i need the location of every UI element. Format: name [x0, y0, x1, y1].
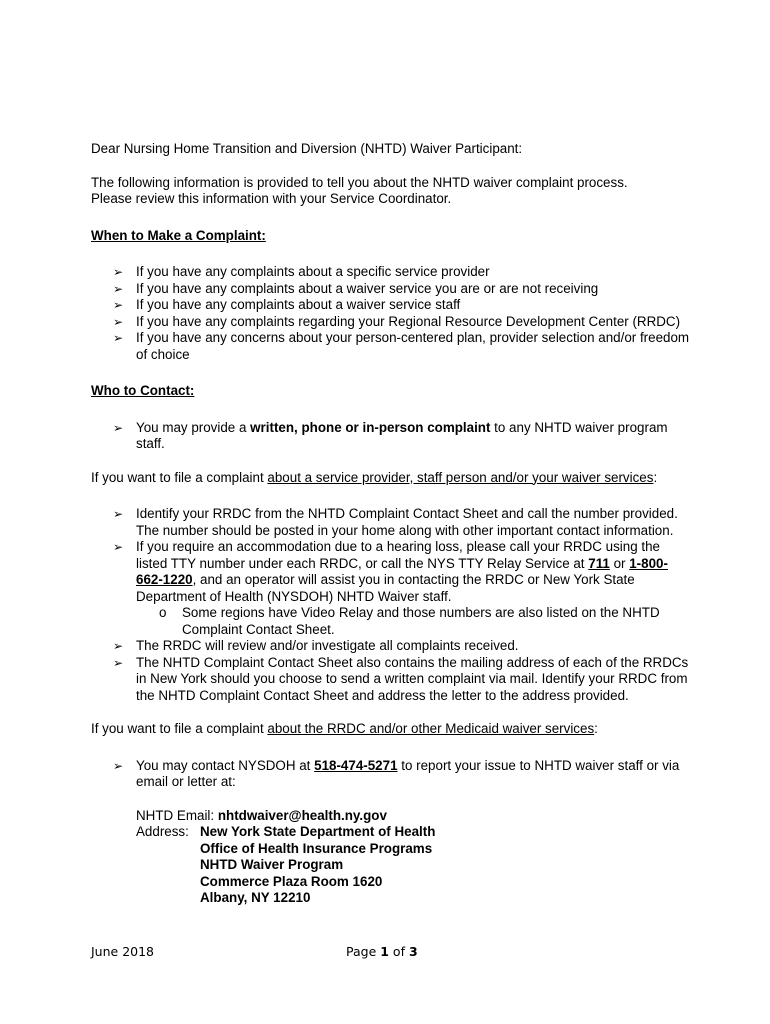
address-block: [136, 824, 691, 907]
address-line: Albany, NY 12210: [200, 890, 311, 905]
who-list: [91, 420, 691, 453]
nysdoh-phone: 518-474-5271: [314, 757, 398, 773]
address-line: NHTD Waiver Program: [200, 857, 344, 872]
contact-block: [91, 808, 691, 907]
letter-body: [91, 141, 691, 907]
arrow-bullet-icon: ➢: [113, 639, 124, 653]
page-number: Page 1 of 3: [346, 944, 418, 959]
footer-date: June 2018: [91, 944, 155, 959]
arrow-bullet-icon: ➢: [113, 331, 124, 345]
intro-line-2: Please review this information with your Service Coordinator.: [91, 191, 452, 206]
when-heading: When to Make a Complaint:: [91, 227, 266, 243]
arrow-bullet-icon: ➢: [113, 265, 124, 279]
email-address: nhtdwaiver@health.ny.gov: [217, 807, 387, 823]
arrow-bullet-icon: ➢: [113, 758, 124, 773]
arrow-bullet-icon: ➢: [113, 507, 124, 521]
sub-list: [91, 605, 691, 638]
arrow-bullet-icon: ➢: [113, 540, 124, 554]
who-heading: Who to Contact:: [91, 383, 195, 398]
arrow-bullet-icon: ➢: [113, 314, 124, 329]
arrow-bullet-icon: ➢: [113, 420, 124, 435]
list-item: ➢ If you have any complaints about a specific service provider: [113, 264, 490, 279]
arrow-bullet-icon: ➢: [113, 655, 124, 670]
list-item: ➢ Identify your RRDC from the NHTD Complaint Contact Sheet and call the number provided. The number should be posted in your home along with other important contact information.: [113, 506, 678, 538]
relay-phone: 1-800-662-1220: [136, 555, 668, 587]
greeting: Dear Nursing Home Transition and Diversion (NHTD) Waiver Participant:: [91, 141, 523, 156]
rrdc-list: [91, 758, 691, 791]
rrdc-intro: If you want to file a complaint about the RRDC and/or other Medicaid waiver services:: [91, 721, 598, 736]
list-item: ➢ You may contact NYSDOH at 518-474-5271 to report your issue to NHTD waiver staff or via email or letter at:: [113, 757, 680, 789]
intro-line-1: The following information is provided to tell you about the NHTD waiver complaint process.: [91, 174, 628, 190]
relay-number: 711: [588, 555, 610, 571]
list-item: ➢ If you have any complaints about a waiver service you are or are not receiving: [113, 280, 599, 296]
list-item: ➢ If you require an accommodation due to a hearing loss, please call your RRDC using the listed TTY number under each RRDC, or call the NYS TTY Relay Service at 711 or 1-800-662-1220, and an operator will assist you in contacting the RRDC or New York State Department of Health (NYSDOH) NHTD Waiver staff. o Some regions have Video Relay and those numbers are also listed on the NHTD Complaint Contact Sheet.: [91, 539, 691, 638]
arrow-bullet-icon: ➢: [113, 298, 124, 312]
address-line: Office of Health Insurance Programs: [200, 840, 433, 856]
list-item: ➢ You may provide a written, phone or in-person complaint to any NHTD waiver program staff.: [113, 419, 668, 451]
provider-intro: If you want to file a complaint about a service provider, staff person and/or your waiver services:: [91, 469, 658, 485]
list-item: ➢ If you have any complaints about a waiver service staff: [113, 297, 461, 312]
provider-list: [91, 506, 691, 704]
email-line: NHTD Email: nhtdwaiver@health.ny.gov: [136, 807, 387, 823]
circle-bullet-icon: o: [159, 605, 167, 620]
list-item: ➢ If you have any concerns about your person-centered plan, provider selection and/or freedom of choice: [113, 330, 690, 362]
list-item: ➢ If you have any complaints regarding your Regional Resource Development Center (RRDC): [113, 313, 681, 329]
address-label: Address:: [136, 824, 189, 839]
list-item: o Some regions have Video Relay and those numbers are also listed on the NHTD Complaint Contact Sheet.: [159, 605, 660, 637]
list-item: ➢ The NHTD Complaint Contact Sheet also contains the mailing address of each of the RRDCs in New York should you choose to send a written complaint via mail. Identify your RRDC from the NHTD Complaint Contact Sheet and address the letter to the address provided.: [113, 654, 689, 703]
arrow-bullet-icon: ➢: [113, 281, 124, 296]
address-line: New York State Department of Health: [200, 824, 436, 839]
when-list: [91, 264, 691, 363]
address-line: Commerce Plaza Room 1620: [200, 873, 383, 889]
list-item: ➢ The RRDC will review and/or investigate all complaints received.: [113, 638, 519, 653]
